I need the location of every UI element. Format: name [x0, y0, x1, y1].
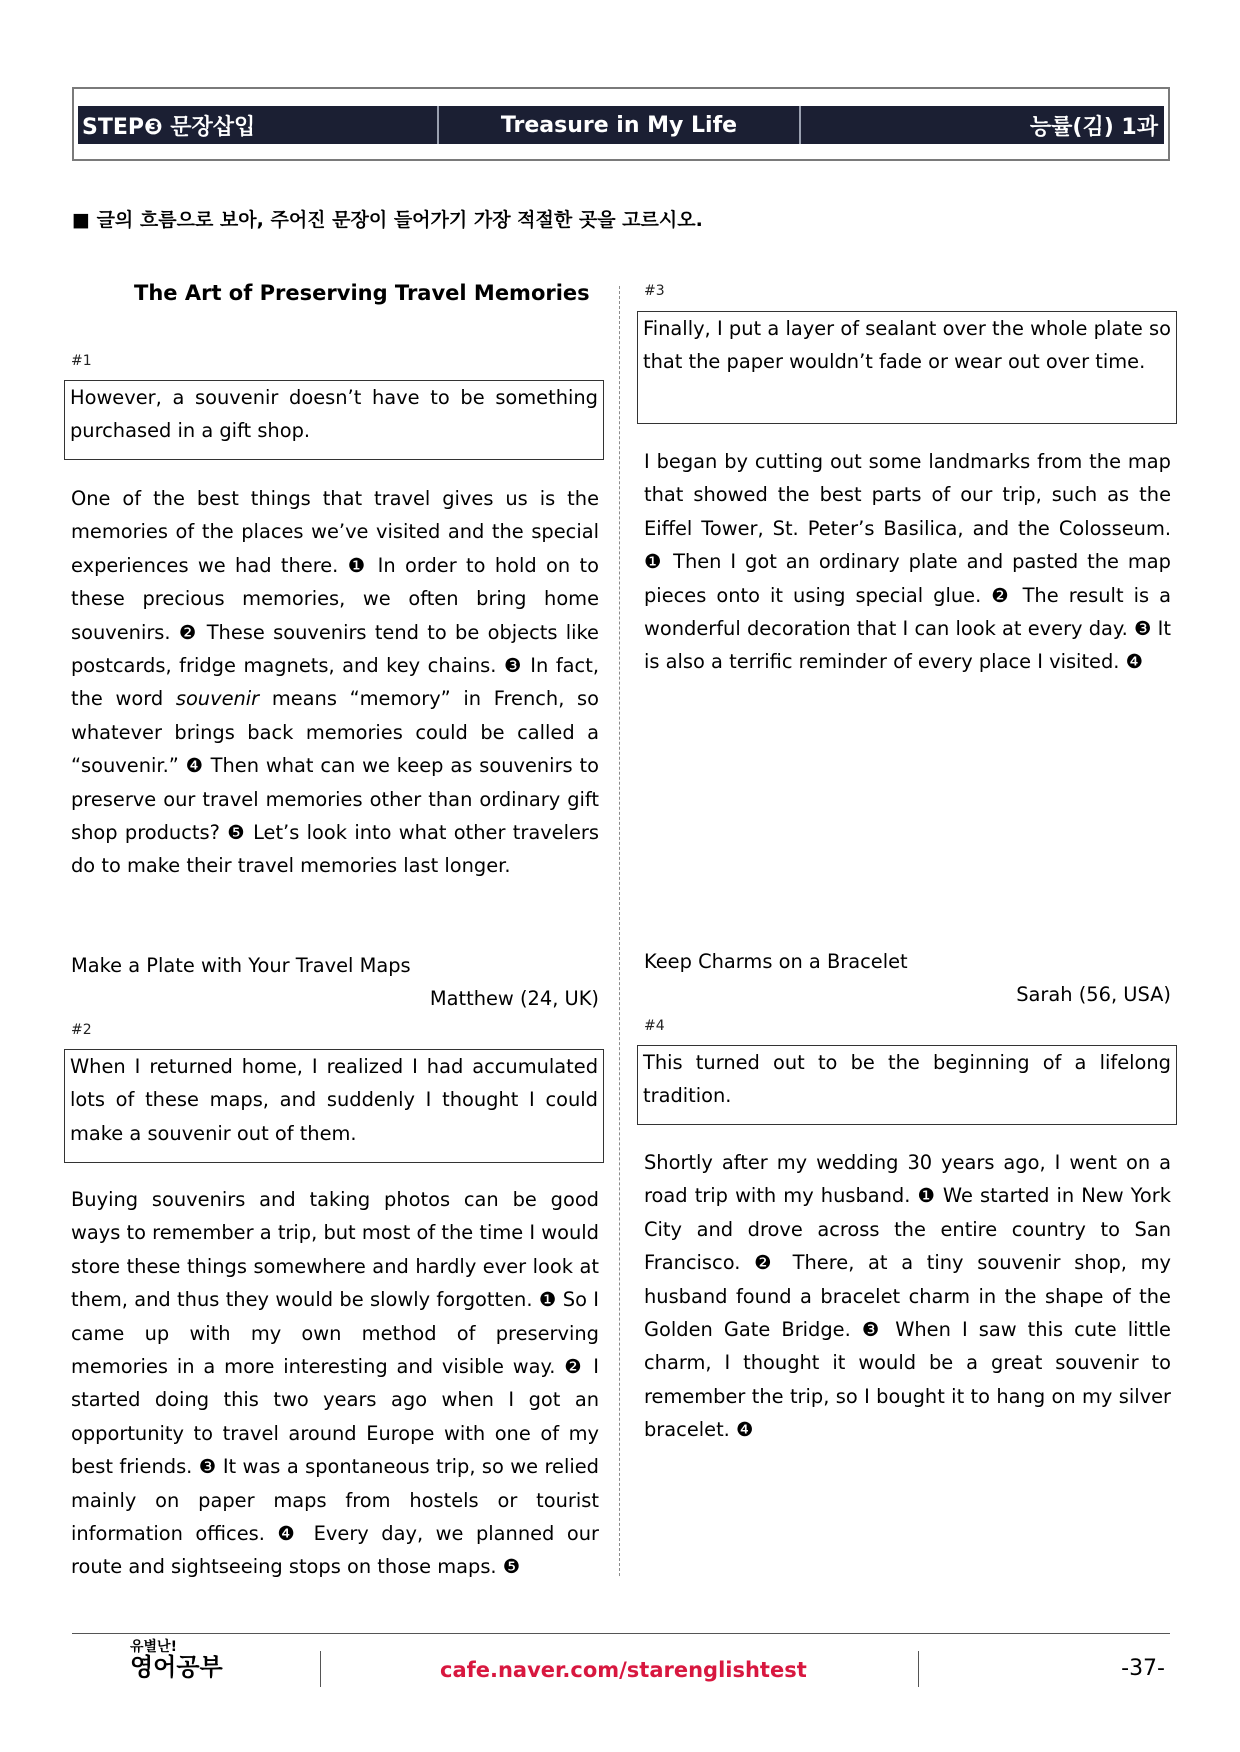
- given-sentence-2: When I returned home, I realized I had accumulated lots of these maps, and suddenly I thought I could make a souvenir out of them.: [70, 1055, 598, 1145]
- logo-line-2: 영어공부: [130, 1652, 223, 1681]
- question-label-4: #4: [644, 1018, 665, 1034]
- given-sentence-1: However, a souvenir doesn’t have to be something purchased in a gift shop.: [70, 386, 598, 443]
- question-label-2: #2: [71, 1022, 92, 1038]
- given-sentence-box-3: [637, 311, 1177, 424]
- footer-separator-left: [320, 1651, 321, 1687]
- instruction: ■ 글의 흐름으로 보아, 주어진 문장이 들어가기 가장 적절한 곳을 고르시오.: [72, 209, 703, 231]
- passage-1-part-a: One of the best things that travel gives us is the memories of the places we’ve visited and the special experiences we had there. ❶ In order to hold on to these precious memories, we often bring home souvenirs. ❷ These souvenirs tend to be objects like postcards, fridge magnets, and key chains. ❸ In fact, the word: [71, 487, 599, 711]
- given-sentence-box-4: [637, 1045, 1177, 1125]
- given-sentence-box-2: [64, 1049, 604, 1163]
- textbook-label: 능률(김) 1과: [1029, 114, 1158, 140]
- footer-separator-right: [918, 1651, 919, 1687]
- column-divider: [619, 286, 620, 1576]
- brand-logo: [130, 1640, 223, 1680]
- question-label-1: #1: [71, 353, 92, 369]
- lesson-title: Treasure in My Life: [439, 106, 801, 144]
- given-sentence-box-1: [64, 380, 604, 460]
- passage-1-part-b: means “memory” in French, so whatever brings back memories could be called a “souvenir.” ❹ Then what can we keep as souvenirs to preserve our travel memories other than ordinary gift shop products? ❺ Let’s look into what other travelers do to make their travel memories last longer.: [71, 687, 599, 878]
- given-sentence-3: Finally, I put a layer of sealant over the whole plate so that the paper wouldn’t fade or wear out over time.: [643, 317, 1171, 374]
- header-bar: [78, 106, 1164, 144]
- passage-1-italic: souvenir: [175, 687, 260, 711]
- article-title: The Art of Preserving Travel Memories: [134, 281, 590, 305]
- cafe-url-link[interactable]: cafe.naver.com/starenglishtest: [440, 1658, 807, 1682]
- section-2-author: Sarah (56, USA): [1016, 983, 1171, 1006]
- section-1-author: Matthew (24, UK): [429, 987, 599, 1010]
- step-label: STEP❸ 문장삽입: [78, 106, 439, 144]
- question-label-3: #3: [644, 283, 665, 299]
- passage-4: Shortly after my wedding 30 years ago, I went on a road trip with my husband. ❶ We started in New York City and drove across the entire country to San Francisco. ❷ There, at a tiny souvenir shop, my husband found a bracelet charm in the shape of the Golden Gate Bridge. ❸ When I saw this cute little charm, I thought it would be a great souvenir to remember the trip, so I bought it to hang on my silver bracelet. ❹: [644, 1151, 1171, 1442]
- passage-3: I began by cutting out some landmarks from the map that showed the best parts of our trip, such as the Eiffel Tower, St. Peter’s Basilica, and the Colosseum. ❶ Then I got an ordinary plate and pasted the map pieces onto it using special glue. ❷ The result is a wonderful decoration that I can look at every day. ❸ It is also a terrific reminder of every place I visited. ❹: [644, 450, 1171, 674]
- passage-2: Buying souvenirs and taking photos can be good ways to remember a trip, but most of the time I would store these things somewhere and hardly ever look at them, and thus they would be slowly forgotten. ❶ So I came up with my own method of preserving memories in a more interesting and visible way. ❷ I started doing this two years ago when I got an opportunity to travel around Europe with one of my best friends. ❸ It was a spontaneous trip, so we relied mainly on paper maps from hostels or tourist information offices. ❹ Every day, we planned our route and sightseeing stops on those maps. ❺: [71, 1188, 599, 1579]
- passage-1: [71, 482, 599, 883]
- footer-line: [72, 1633, 1170, 1634]
- given-sentence-4: This turned out to be the beginning of a lifelong tradition.: [643, 1051, 1171, 1108]
- logo-line-1: 유별난!: [130, 1639, 177, 1655]
- section-1-subtitle: Make a Plate with Your Travel Maps: [71, 954, 411, 977]
- page-number: -37-: [1121, 1656, 1165, 1681]
- section-2-subtitle: Keep Charms on a Bracelet: [644, 950, 908, 973]
